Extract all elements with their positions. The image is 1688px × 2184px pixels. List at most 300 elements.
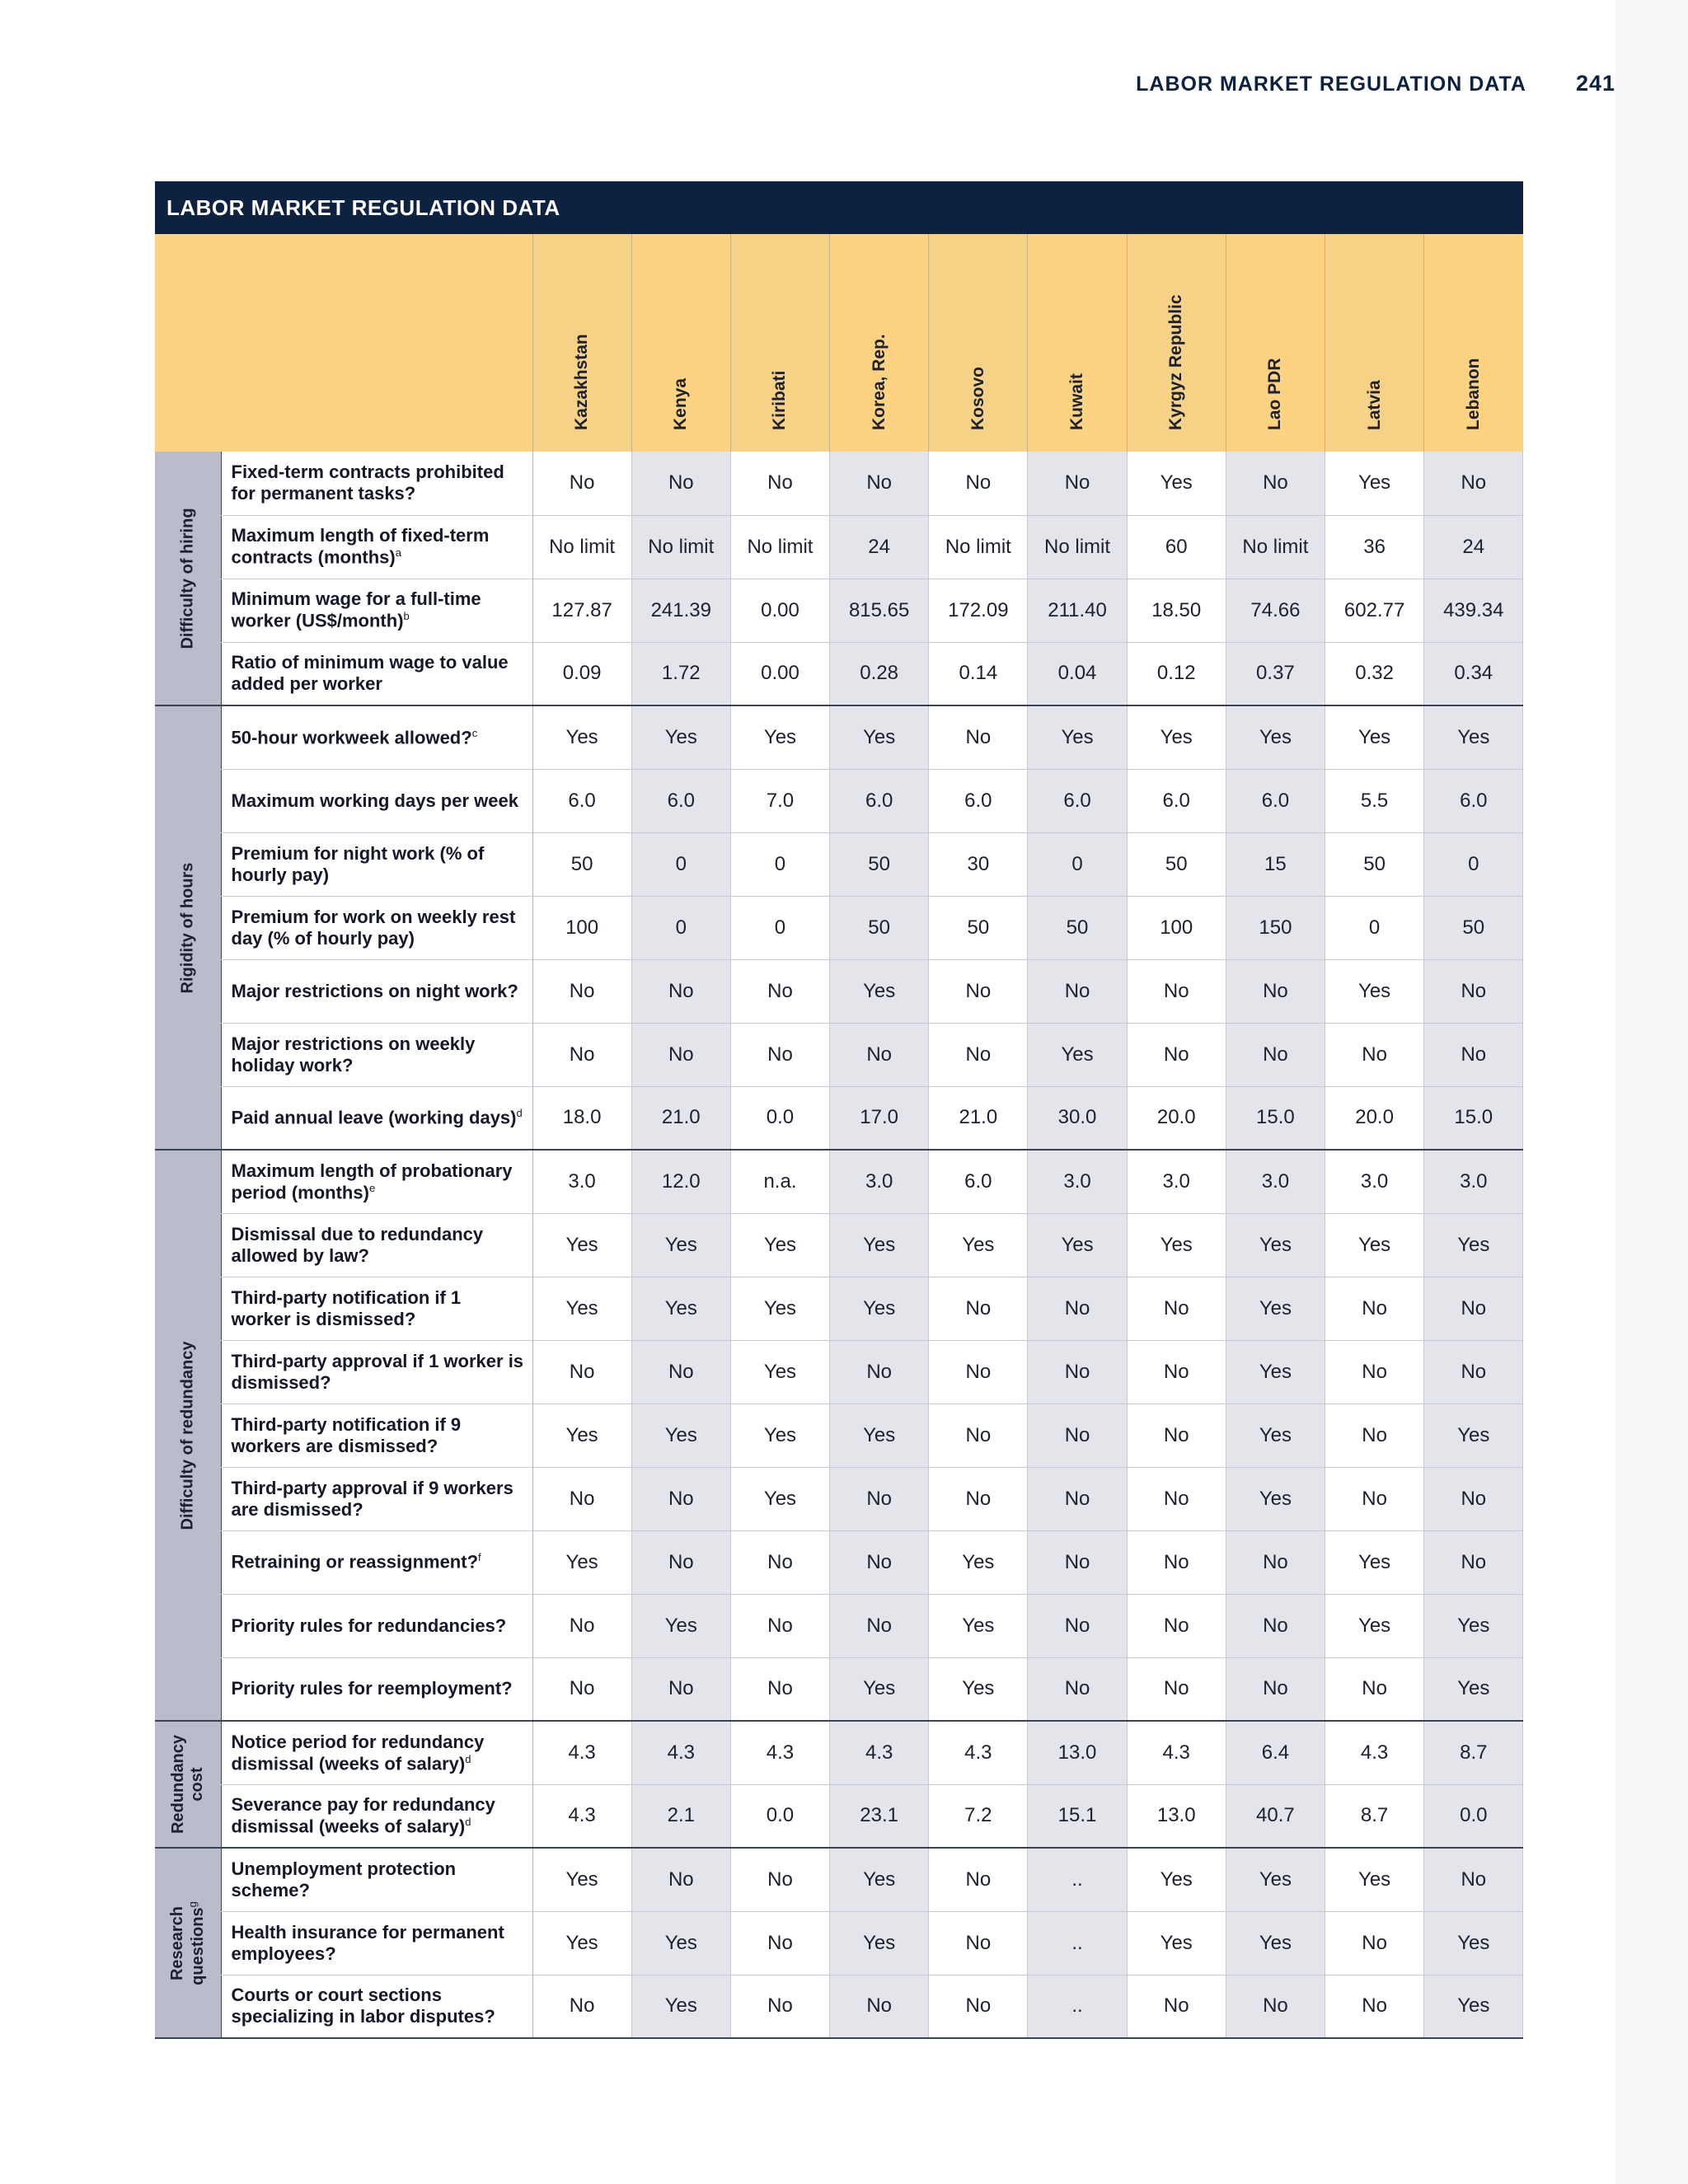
table-cell: Yes [631, 1911, 730, 1975]
table-cell: Yes [1127, 705, 1226, 769]
table-cell: Yes [631, 1594, 730, 1657]
table-cell: No [631, 1023, 730, 1086]
table-cell: Yes [830, 1277, 929, 1340]
table-cell: Yes [532, 1213, 631, 1277]
indicator-text: Third-party notification if 1 worker is dismissed? [231, 1286, 462, 1329]
indicator-label [221, 1340, 532, 1404]
table-cell: No [1424, 1023, 1523, 1086]
table-cell: No [1325, 1467, 1424, 1530]
indicator-label [221, 1975, 532, 2038]
table-cell: No [1028, 1594, 1127, 1657]
table-cell: Yes [1226, 1467, 1325, 1530]
table-cell: Yes [1226, 1404, 1325, 1467]
country-name: Kosovo [968, 366, 987, 430]
table-cell: .. [1028, 1848, 1127, 1911]
footnote-marker: d [465, 1752, 471, 1765]
category-label-line: Rigidity of hours [178, 862, 197, 993]
table-cell: Yes [1226, 1340, 1325, 1404]
table-cell: Yes [1226, 705, 1325, 769]
table-cell: 21.0 [631, 1086, 730, 1150]
table-cell: Yes [1127, 452, 1226, 515]
indicator-label [221, 1594, 532, 1657]
table-cell: No [631, 1530, 730, 1594]
table-cell: Yes [1226, 1277, 1325, 1340]
table-cell: No [1127, 1657, 1226, 1721]
table-cell: No [532, 1340, 631, 1404]
indicator-text: Major restrictions on weekly holiday work? [231, 1033, 476, 1076]
table-cell: Yes [631, 1404, 730, 1467]
table-cell: 20.0 [1127, 1086, 1226, 1150]
table-cell: Yes [1028, 705, 1127, 769]
category-label-line: cost [187, 1767, 206, 1802]
category-label-line: Redundancy [168, 1734, 187, 1835]
indicator-label [221, 1277, 532, 1340]
indicator-label [221, 769, 532, 832]
table-row [155, 1213, 1523, 1277]
country-name: Kyrgyz Republic [1166, 294, 1186, 430]
table-cell: 4.3 [730, 1721, 829, 1784]
footnote-marker: e [368, 1181, 376, 1194]
table-cell: 3.0 [1127, 1150, 1226, 1213]
table-cell: No [1424, 1848, 1523, 1911]
table-cell: 1.72 [631, 642, 730, 705]
country-header [532, 234, 631, 452]
table-cell: No [532, 1467, 631, 1530]
table-cell: Yes [1424, 1404, 1523, 1467]
table-row [155, 1911, 1523, 1975]
category-label-line: Difficulty of hiring [178, 507, 197, 649]
table-row [155, 1784, 1523, 1848]
table-cell: 4.3 [1325, 1721, 1424, 1784]
table-cell: 0.09 [532, 642, 631, 705]
table-cell: No [929, 705, 1028, 769]
table-cell: Yes [1127, 1911, 1226, 1975]
table-cell: No [1226, 1594, 1325, 1657]
table-cell: No [1028, 1340, 1127, 1404]
table-cell: No [1127, 1023, 1226, 1086]
table-cell: 0.0 [730, 1784, 829, 1848]
table-row [155, 1404, 1523, 1467]
table-cell: No [631, 452, 730, 515]
table-cell: .. [1028, 1911, 1127, 1975]
table-row [155, 452, 1523, 515]
table-cell: No [929, 1911, 1028, 1975]
table-cell: Yes [1226, 1213, 1325, 1277]
table-cell: Yes [532, 1277, 631, 1340]
table-cell: 815.65 [830, 579, 929, 642]
table-row [155, 642, 1523, 705]
table-cell: No [1325, 1404, 1424, 1467]
table-cell: No [1325, 1657, 1424, 1721]
table-cell: No [929, 1975, 1028, 2038]
table-cell: No [631, 1657, 730, 1721]
table-cell: Yes [1424, 1213, 1523, 1277]
indicator-text: Fixed-term contracts prohibited for permanent tasks? [231, 462, 504, 504]
table-cell: 13.0 [1127, 1784, 1226, 1848]
table-cell: Yes [1325, 959, 1424, 1023]
table-cell: No [1226, 1657, 1325, 1721]
table-cell: Yes [1325, 452, 1424, 515]
table-cell: No [929, 1404, 1028, 1467]
table-cell: Yes [830, 705, 929, 769]
table-cell: 4.3 [631, 1721, 730, 1784]
table-cell: 17.0 [830, 1086, 929, 1150]
indicator-label [221, 452, 532, 515]
indicator-label [221, 959, 532, 1023]
table-cell: No [929, 452, 1028, 515]
table-cell: 18.0 [532, 1086, 631, 1150]
table-cell: 0.0 [1424, 1784, 1523, 1848]
table-cell: Yes [730, 1467, 829, 1530]
table-cell: Yes [929, 1530, 1028, 1594]
table-cell: 0 [1028, 832, 1127, 896]
indicator-text: Third-party approval if 1 worker is dismissed? [231, 1350, 524, 1393]
indicator-text: Maximum length of fixed-term contracts (months) [231, 525, 490, 568]
indicator-text: Retraining or reassignment? [231, 1551, 479, 1572]
table-cell: No [929, 1848, 1028, 1911]
category-cell [155, 1848, 221, 2038]
table-cell: 4.3 [1127, 1721, 1226, 1784]
table-cell: No [1226, 452, 1325, 515]
table-row [155, 1594, 1523, 1657]
table-cell: .. [1028, 1975, 1127, 2038]
table-cell: 4.3 [830, 1721, 929, 1784]
table-cell: No [1325, 1911, 1424, 1975]
table-cell: Yes [1127, 1213, 1226, 1277]
table-cell: 0.14 [929, 642, 1028, 705]
page-number: 241 [1575, 71, 1615, 96]
indicator-label [221, 1023, 532, 1086]
country-name: Latvia [1364, 380, 1384, 430]
table-cell: 241.39 [631, 579, 730, 642]
table-cell: 40.7 [1226, 1784, 1325, 1848]
table-cell: No [1127, 1530, 1226, 1594]
table-cell: Yes [1325, 1594, 1424, 1657]
country-name: Kazakhstan [572, 334, 592, 430]
table-cell: No limit [1028, 515, 1127, 579]
indicator-text: Minimum wage for a full-time worker (US$/month) [231, 588, 481, 631]
running-header-title: LABOR MARKET REGULATION DATA [1136, 73, 1526, 96]
table-cell: No [1127, 1467, 1226, 1530]
table-cell: 50 [532, 832, 631, 896]
table-cell: No [1424, 1530, 1523, 1594]
header-blank-cell [155, 234, 532, 452]
category-footnote-marker: g [185, 1900, 199, 1907]
indicator-label [221, 1530, 532, 1594]
indicator-text: Dismissal due to redundancy allowed by law? [231, 1223, 484, 1266]
table-cell: Yes [830, 1213, 929, 1277]
table-cell: No [532, 959, 631, 1023]
indicator-label [221, 1784, 532, 1848]
table-cell: No [830, 1594, 929, 1657]
table-cell: No [730, 1023, 829, 1086]
table-cell: Yes [929, 1657, 1028, 1721]
table-cell: Yes [830, 1657, 929, 1721]
country-name: Lao PDR [1265, 358, 1285, 430]
table-cell: No [830, 1530, 929, 1594]
table-cell: 172.09 [929, 579, 1028, 642]
table-cell: 7.2 [929, 1784, 1028, 1848]
table-cell: No [1325, 1975, 1424, 2038]
table-cell: No [1424, 452, 1523, 515]
table-cell: 15 [1226, 832, 1325, 896]
table-cell: 0 [1325, 896, 1424, 959]
table-cell: 50 [1028, 896, 1127, 959]
category-label-line: Research [167, 1905, 186, 1980]
indicator-text: Third-party notification if 9 workers are dismissed? [231, 1413, 462, 1456]
table-cell: No [1325, 1277, 1424, 1340]
table-cell: 6.4 [1226, 1721, 1325, 1784]
table-cell: 60 [1127, 515, 1226, 579]
table-cell: 0 [730, 896, 829, 959]
table-cell: No [730, 1911, 829, 1975]
indicator-text: Priority rules for reemployment? [231, 1678, 513, 1699]
table-cell: 6.0 [532, 769, 631, 832]
table-cell: No [1424, 1467, 1523, 1530]
table-cell: 3.0 [1424, 1150, 1523, 1213]
table-cell: Yes [1028, 1213, 1127, 1277]
table-cell: No [1028, 1530, 1127, 1594]
table-cell: No [1028, 1467, 1127, 1530]
table-body [155, 452, 1523, 2038]
indicator-label [221, 1467, 532, 1530]
table-cell: 8.7 [1325, 1784, 1424, 1848]
table-cell: No [1127, 1404, 1226, 1467]
table-cell: 23.1 [830, 1784, 929, 1848]
table-row [155, 515, 1523, 579]
indicator-text: Courts or court sections specializing in labor disputes? [231, 1985, 495, 2027]
table-cell: 0.28 [830, 642, 929, 705]
category-cell [155, 1721, 221, 1848]
table-row [155, 1848, 1523, 1911]
table-row [155, 705, 1523, 769]
table-cell: No [532, 1657, 631, 1721]
table-cell: 0.12 [1127, 642, 1226, 705]
table-row [155, 1657, 1523, 1721]
table-cell: No [1127, 959, 1226, 1023]
indicator-text: Premium for night work (% of hourly pay) [231, 842, 485, 885]
table-cell: Yes [1424, 1911, 1523, 1975]
table-row [155, 1086, 1523, 1150]
table-cell: No [730, 1975, 829, 2038]
footnote-marker: d [516, 1107, 523, 1120]
indicator-label [221, 1150, 532, 1213]
table-cell: Yes [830, 1911, 929, 1975]
country-header [631, 234, 730, 452]
table-cell: 50 [929, 896, 1028, 959]
table-cell: Yes [730, 1404, 829, 1467]
table-cell: 7.0 [730, 769, 829, 832]
table-cell: 602.77 [1325, 579, 1424, 642]
table-cell: 3.0 [1325, 1150, 1424, 1213]
table-row [155, 959, 1523, 1023]
table-cell: 30 [929, 832, 1028, 896]
table-cell: No [1226, 1023, 1325, 1086]
table-cell: 3.0 [830, 1150, 929, 1213]
table-cell: n.a. [730, 1150, 829, 1213]
table-cell: Yes [730, 1277, 829, 1340]
table-cell: 6.0 [1028, 769, 1127, 832]
table-cell: Yes [1325, 705, 1424, 769]
table-cell: Yes [1127, 1848, 1226, 1911]
table-row [155, 1530, 1523, 1594]
table-cell: 4.3 [929, 1721, 1028, 1784]
table-cell: No limit [1226, 515, 1325, 579]
table-cell: No [1424, 1277, 1523, 1340]
table-cell: 21.0 [929, 1086, 1028, 1150]
table-cell: 0.34 [1424, 642, 1523, 705]
country-header [1226, 234, 1325, 452]
table-cell: Yes [830, 1404, 929, 1467]
category-label [169, 1735, 207, 1834]
table-cell: 6.0 [631, 769, 730, 832]
table-cell: 150 [1226, 896, 1325, 959]
category-cell [155, 705, 221, 1150]
table-cell: No [1325, 1023, 1424, 1086]
category-label-line: Difficulty of redundancy [178, 1341, 197, 1530]
table-cell: No [1028, 1657, 1127, 1721]
table-cell: 50 [1325, 832, 1424, 896]
table-cell: Yes [929, 1213, 1028, 1277]
table-cell: No [631, 1340, 730, 1404]
indicator-label [221, 1848, 532, 1911]
table-cell: 0 [730, 832, 829, 896]
category-cell [155, 452, 221, 705]
table-cell: No [830, 1467, 929, 1530]
country-name: Kuwait [1067, 373, 1087, 430]
table-cell: 0.04 [1028, 642, 1127, 705]
table-cell: Yes [730, 705, 829, 769]
table-cell: Yes [929, 1594, 1028, 1657]
category-label [178, 508, 197, 649]
table-cell: No [1127, 1975, 1226, 2038]
table-cell: 36 [1325, 515, 1424, 579]
table-cell: 15.0 [1424, 1086, 1523, 1150]
table-cell: 6.0 [1226, 769, 1325, 832]
indicator-label [221, 1086, 532, 1150]
indicator-label [221, 1721, 532, 1784]
table-cell: No [1127, 1340, 1226, 1404]
footnote-marker: c [471, 726, 478, 739]
table-cell: No [730, 959, 829, 1023]
country-header-row [155, 234, 1523, 452]
indicator-text: Notice period for redundancy dismissal (weeks of salary) [231, 1731, 485, 1774]
country-header [929, 234, 1028, 452]
indicator-label [221, 642, 532, 705]
table-cell: Yes [1325, 1848, 1424, 1911]
indicator-label [221, 1404, 532, 1467]
table-cell: No limit [631, 515, 730, 579]
table-cell: 127.87 [532, 579, 631, 642]
table-cell: No [830, 1340, 929, 1404]
country-name: Kenya [671, 377, 691, 430]
table-cell: No [631, 1848, 730, 1911]
table-cell: 6.0 [1424, 769, 1523, 832]
indicator-label [221, 515, 532, 579]
table-cell: 50 [830, 896, 929, 959]
footnote-marker: a [395, 546, 401, 560]
table-cell: No [631, 1467, 730, 1530]
table-row [155, 1277, 1523, 1340]
table-cell: Yes [532, 1404, 631, 1467]
table-row [155, 1721, 1523, 1784]
country-header [830, 234, 929, 452]
table-cell: Yes [532, 705, 631, 769]
table-cell: No [1127, 1277, 1226, 1340]
table-cell: 74.66 [1226, 579, 1325, 642]
table-cell: 2.1 [631, 1784, 730, 1848]
category-label [178, 862, 197, 993]
table-row [155, 1150, 1523, 1213]
table-cell: 15.0 [1226, 1086, 1325, 1150]
footnote-marker: d [465, 1816, 471, 1829]
table-cell: 3.0 [1226, 1150, 1325, 1213]
table-cell: Yes [830, 959, 929, 1023]
table-cell: No limit [532, 515, 631, 579]
table-cell: No [929, 1277, 1028, 1340]
table-cell: No [730, 1594, 829, 1657]
table-cell: 4.3 [532, 1784, 631, 1848]
table-cell: No [1424, 959, 1523, 1023]
table-cell: No [830, 1023, 929, 1086]
table-cell: No [929, 959, 1028, 1023]
table-cell: No [1127, 1594, 1226, 1657]
table-cell: No [1325, 1340, 1424, 1404]
indicator-text: Health insurance for permanent employees? [231, 1921, 504, 1964]
footnote-marker: f [478, 1551, 481, 1564]
table-cell: 3.0 [532, 1150, 631, 1213]
table-cell: 0 [1424, 832, 1523, 896]
table-cell: 100 [1127, 896, 1226, 959]
table-cell: No [1028, 1277, 1127, 1340]
table-cell: No [830, 1975, 929, 2038]
country-name: Kiribati [770, 370, 790, 430]
country-name: Lebanon [1464, 358, 1484, 430]
country-header [1325, 234, 1424, 452]
table-cell: No [830, 452, 929, 515]
table-cell: 24 [1424, 515, 1523, 579]
footnote-marker: b [403, 610, 410, 623]
table-cell: 0 [631, 832, 730, 896]
table-cell: Yes [532, 1530, 631, 1594]
table-cell: 0.0 [730, 1086, 829, 1150]
table-cell: 24 [830, 515, 929, 579]
table-cell: 6.0 [1127, 769, 1226, 832]
category-label [168, 1901, 208, 1985]
table-cell: 439.34 [1424, 579, 1523, 642]
table-cell: Yes [1325, 1213, 1424, 1277]
table-cell: 30.0 [1028, 1086, 1127, 1150]
country-header [1028, 234, 1127, 452]
indicator-text: Unemployment protection scheme? [231, 1858, 457, 1900]
table-cell: No [730, 452, 829, 515]
table-cell: Yes [631, 1213, 730, 1277]
table-cell: 15.1 [1028, 1784, 1127, 1848]
table-row [155, 832, 1523, 896]
indicator-label [221, 705, 532, 769]
indicator-text: Maximum length of probationary period (months) [231, 1160, 513, 1202]
category-label-line: questions [188, 1906, 207, 1985]
table-cell: Yes [730, 1340, 829, 1404]
table-cell: 0.32 [1325, 642, 1424, 705]
table-cell: Yes [1424, 1975, 1523, 2038]
table-cell: No [730, 1848, 829, 1911]
table-cell: Yes [1028, 1023, 1127, 1086]
table-cell: No [730, 1530, 829, 1594]
table-cell: Yes [730, 1213, 829, 1277]
table-cell: 8.7 [1424, 1721, 1523, 1784]
table-cell: Yes [631, 705, 730, 769]
